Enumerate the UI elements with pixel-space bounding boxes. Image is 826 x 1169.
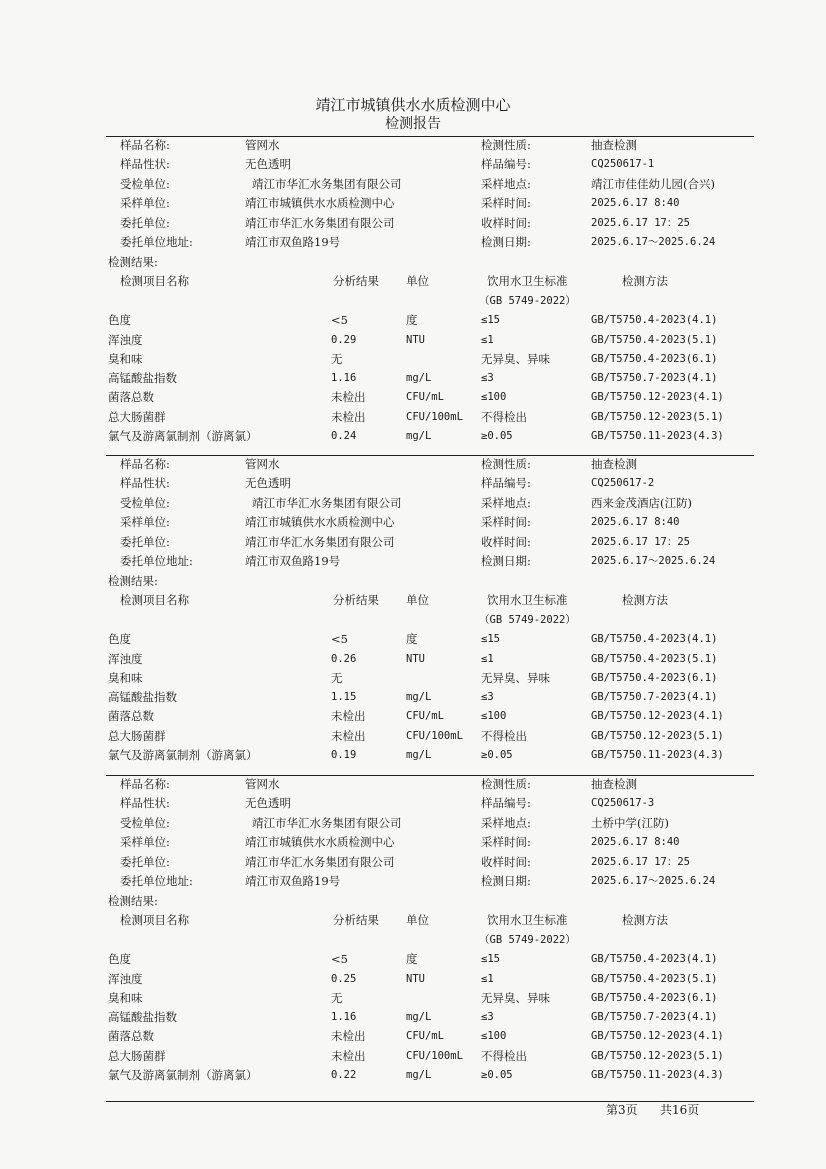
table-row-standard: ≥0.05	[481, 1069, 513, 1081]
table-row-method: GB/T5750.4-2023(6.1)	[591, 672, 718, 684]
table-row-unit: mg/L	[406, 372, 432, 384]
info-label: 受检单位:	[120, 496, 170, 510]
col-header-unit: 单位	[406, 593, 429, 607]
table-row-unit: 度	[406, 632, 418, 646]
info-value-sample-state: 无色透明	[245, 796, 291, 810]
table-row-method: GB/T5750.4-2023(5.1)	[591, 334, 718, 346]
table-row-standard: 不得检出	[481, 410, 527, 424]
table-row-result: 未检出	[331, 709, 366, 723]
info-value-test-nature: 抽查检测	[591, 138, 637, 152]
info-value-test-date: 2025.6.17～2025.6.24	[591, 236, 716, 248]
info-value-receive-time: 2025.6.17 17：25	[591, 536, 691, 548]
table-row-result: 0.24	[331, 430, 357, 442]
col-header-standard: 饮用水卫生标准	[487, 274, 568, 288]
top-divider	[106, 136, 754, 137]
info-value-client-address: 靖江市双鱼路19号	[245, 874, 341, 888]
footer-divider	[106, 1101, 754, 1102]
info-label: 检测性质:	[481, 138, 531, 152]
table-row-item-name: 氯气及游离氯制剂（游离氯）	[108, 429, 258, 443]
report-title: 检测报告	[385, 116, 441, 132]
table-row-unit: mg/L	[406, 1011, 432, 1023]
table-row-result: 未检出	[331, 390, 366, 404]
page-number: 第3页	[606, 1103, 638, 1117]
info-label: 收样时间:	[481, 216, 531, 230]
table-row-method: GB/T5750.12-2023(4.1)	[591, 1030, 724, 1042]
table-row-method: GB/T5750.12-2023(5.1)	[591, 730, 724, 742]
table-row-standard: ≤3	[481, 691, 494, 703]
col-header-standard-code: （GB 5749-2022）	[479, 934, 576, 946]
info-label: 采样地点:	[481, 177, 531, 191]
col-header-standard: 饮用水卫生标准	[487, 913, 568, 927]
table-row-unit: mg/L	[406, 749, 432, 761]
info-value-sample-name: 管网水	[245, 777, 280, 791]
info-value-sampling-unit: 靖江市城镇供水水质检测中心	[245, 515, 395, 529]
table-row-standard: 无异臭、异味	[481, 352, 550, 366]
table-row-unit: mg/L	[406, 430, 432, 442]
table-row-method: GB/T5750.11-2023(4.3)	[591, 430, 724, 442]
table-row-item-name: 氯气及游离氯制剂（游离氯）	[108, 748, 258, 762]
table-row-standard: ≤1	[481, 973, 494, 985]
col-header-standard-code: （GB 5749-2022）	[479, 614, 576, 626]
table-row-unit: 度	[406, 952, 418, 966]
table-row-result: 0.29	[331, 334, 357, 346]
info-label: 样品性状:	[120, 157, 170, 171]
col-header-item: 检测项目名称	[120, 913, 189, 927]
table-row-standard: ≤3	[481, 372, 494, 384]
info-value-sampling-site: 土桥中学(江防)	[591, 816, 669, 830]
table-row-method: GB/T5750.12-2023(5.1)	[591, 1050, 724, 1062]
table-row-item-name: 高锰酸盐指数	[108, 371, 177, 385]
col-header-method: 检测方法	[622, 274, 668, 288]
table-row-unit: NTU	[406, 653, 425, 665]
info-value-sampling-site: 西来金茂酒店(江防)	[591, 496, 692, 510]
info-value-sample-no: CQ250617-3	[591, 797, 655, 809]
table-row-result: 0.26	[331, 653, 357, 665]
table-row-result: 未检出	[331, 1049, 366, 1063]
section-divider	[106, 455, 754, 456]
table-row-standard: ≤3	[481, 1011, 494, 1023]
table-row-standard: ≤15	[481, 953, 500, 965]
table-row-standard: ≥0.05	[481, 749, 513, 761]
col-header-unit: 单位	[406, 913, 429, 927]
col-header-result: 分析结果	[333, 913, 379, 927]
info-label: 受检单位:	[120, 816, 170, 830]
table-row-result: 0.19	[331, 749, 357, 761]
table-row-item-name: 浑浊度	[108, 333, 143, 347]
table-row-item-name: 菌落总数	[108, 390, 154, 404]
info-label: 收样时间:	[481, 855, 531, 869]
table-row-item-name: 总大肠菌群	[108, 729, 166, 743]
table-row-result: <5	[331, 313, 348, 327]
table-row-method: GB/T5750.11-2023(4.3)	[591, 749, 724, 761]
results-heading: 检测结果:	[108, 255, 158, 269]
info-label: 委托单位:	[120, 855, 170, 869]
table-row-method: GB/T5750.7-2023(4.1)	[591, 372, 718, 384]
table-row-result: 无	[331, 671, 343, 685]
info-value-client-unit: 靖江市华汇水务集团有限公司	[245, 535, 395, 549]
info-value-sample-no: CQ250617-2	[591, 477, 655, 489]
info-label: 检测日期:	[481, 554, 531, 568]
info-label: 样品编号:	[481, 796, 531, 810]
info-value-receive-time: 2025.6.17 17：25	[591, 856, 691, 868]
info-value-sampling-time: 2025.6.17 8:40	[591, 836, 680, 848]
table-row-unit: CFU/mL	[406, 710, 444, 722]
info-label: 检测日期:	[481, 235, 531, 249]
table-row-standard: ≤100	[481, 710, 507, 722]
table-row-method: GB/T5750.7-2023(4.1)	[591, 691, 718, 703]
info-label: 采样时间:	[481, 196, 531, 210]
table-row-item-name: 菌落总数	[108, 709, 154, 723]
info-label: 样品编号:	[481, 157, 531, 171]
info-label: 采样地点:	[481, 496, 531, 510]
info-value-test-unit: 靖江市华汇水务集团有限公司	[252, 816, 402, 830]
table-row-standard: ≤15	[481, 314, 500, 326]
table-row-unit: CFU/100mL	[406, 730, 463, 742]
table-row-method: GB/T5750.12-2023(5.1)	[591, 411, 724, 423]
table-row-method: GB/T5750.4-2023(5.1)	[591, 653, 718, 665]
info-value-client-address: 靖江市双鱼路19号	[245, 554, 341, 568]
info-value-sampling-unit: 靖江市城镇供水水质检测中心	[245, 835, 395, 849]
info-label: 采样时间:	[481, 835, 531, 849]
table-row-method: GB/T5750.4-2023(4.1)	[591, 953, 718, 965]
table-row-unit: NTU	[406, 973, 425, 985]
table-row-unit: NTU	[406, 334, 425, 346]
table-row-standard: 无异臭、异味	[481, 671, 550, 685]
info-label: 检测性质:	[481, 457, 531, 471]
table-row-standard: ≤100	[481, 1030, 507, 1042]
info-label: 检测日期:	[481, 874, 531, 888]
table-row-method: GB/T5750.4-2023(6.1)	[591, 353, 718, 365]
table-row-method: GB/T5750.4-2023(5.1)	[591, 973, 718, 985]
info-value-test-date: 2025.6.17～2025.6.24	[591, 555, 716, 567]
info-label: 采样时间:	[481, 515, 531, 529]
section-divider	[106, 775, 754, 776]
table-row-standard: 不得检出	[481, 729, 527, 743]
col-header-unit: 单位	[406, 274, 429, 288]
info-label: 采样单位:	[120, 835, 170, 849]
info-label: 委托单位地址:	[120, 235, 193, 249]
table-row-unit: mg/L	[406, 691, 432, 703]
table-row-result: 1.16	[331, 372, 357, 384]
info-label: 样品名称:	[120, 457, 170, 471]
col-header-standard: 饮用水卫生标准	[487, 593, 568, 607]
info-value-test-nature: 抽查检测	[591, 457, 637, 471]
table-row-item-name: 高锰酸盐指数	[108, 1010, 177, 1024]
table-row-item-name: 色度	[108, 952, 131, 966]
table-row-method: GB/T5750.12-2023(4.1)	[591, 710, 724, 722]
table-row-item-name: 高锰酸盐指数	[108, 690, 177, 704]
table-row-result: 0.22	[331, 1069, 357, 1081]
table-row-result: 无	[331, 352, 343, 366]
table-row-unit: CFU/100mL	[406, 1050, 463, 1062]
table-row-unit: mg/L	[406, 1069, 432, 1081]
table-row-method: GB/T5750.4-2023(4.1)	[591, 314, 718, 326]
info-value-sampling-time: 2025.6.17 8:40	[591, 197, 680, 209]
info-value-sample-name: 管网水	[245, 457, 280, 471]
info-label: 样品性状:	[120, 796, 170, 810]
info-value-test-date: 2025.6.17～2025.6.24	[591, 875, 716, 887]
info-label: 样品编号:	[481, 476, 531, 490]
info-value-sample-no: CQ250617-1	[591, 158, 655, 170]
results-heading: 检测结果:	[108, 574, 158, 588]
table-row-result: 1.15	[331, 691, 357, 703]
info-label: 样品名称:	[120, 138, 170, 152]
info-value-sample-state: 无色透明	[245, 476, 291, 490]
info-label: 样品性状:	[120, 476, 170, 490]
col-header-item: 检测项目名称	[120, 274, 189, 288]
info-value-sample-state: 无色透明	[245, 157, 291, 171]
table-row-item-name: 臭和味	[108, 991, 143, 1005]
info-label: 采样单位:	[120, 515, 170, 529]
table-row-unit: 度	[406, 313, 418, 327]
table-row-item-name: 总大肠菌群	[108, 1049, 166, 1063]
table-row-standard: 不得检出	[481, 1049, 527, 1063]
table-row-standard: ≥0.05	[481, 430, 513, 442]
table-row-method: GB/T5750.4-2023(6.1)	[591, 992, 718, 1004]
col-header-item: 检测项目名称	[120, 593, 189, 607]
info-label: 委托单位:	[120, 216, 170, 230]
info-label: 委托单位地址:	[120, 554, 193, 568]
page-total: 共16页	[660, 1103, 700, 1117]
table-row-result: <5	[331, 632, 348, 646]
info-value-receive-time: 2025.6.17 17：25	[591, 217, 691, 229]
report-org-title: 靖江市城镇供水水质检测中心	[315, 96, 511, 114]
col-header-result: 分析结果	[333, 274, 379, 288]
col-header-method: 检测方法	[622, 913, 668, 927]
info-value-client-address: 靖江市双鱼路19号	[245, 235, 341, 249]
table-row-standard: ≤100	[481, 391, 507, 403]
info-label: 样品名称:	[120, 777, 170, 791]
info-label: 委托单位地址:	[120, 874, 193, 888]
table-row-unit: CFU/mL	[406, 391, 444, 403]
table-row-standard: ≤15	[481, 633, 500, 645]
col-header-result: 分析结果	[333, 593, 379, 607]
table-row-standard: ≤1	[481, 334, 494, 346]
info-label: 采样单位:	[120, 196, 170, 210]
info-label: 受检单位:	[120, 177, 170, 191]
table-row-method: GB/T5750.11-2023(4.3)	[591, 1069, 724, 1081]
table-row-method: GB/T5750.4-2023(4.1)	[591, 633, 718, 645]
info-value-client-unit: 靖江市华汇水务集团有限公司	[245, 855, 395, 869]
table-row-item-name: 菌落总数	[108, 1029, 154, 1043]
info-value-test-unit: 靖江市华汇水务集团有限公司	[252, 177, 402, 191]
info-label: 收样时间:	[481, 535, 531, 549]
table-row-standard: ≤1	[481, 653, 494, 665]
table-row-item-name: 浑浊度	[108, 652, 143, 666]
table-row-item-name: 浑浊度	[108, 972, 143, 986]
table-row-result: <5	[331, 952, 348, 966]
info-label: 采样地点:	[481, 816, 531, 830]
col-header-method: 检测方法	[622, 593, 668, 607]
info-value-test-nature: 抽查检测	[591, 777, 637, 791]
table-row-item-name: 臭和味	[108, 671, 143, 685]
table-row-item-name: 色度	[108, 313, 131, 327]
col-header-standard-code: （GB 5749-2022）	[479, 295, 576, 307]
table-row-item-name: 色度	[108, 632, 131, 646]
table-row-method: GB/T5750.7-2023(4.1)	[591, 1011, 718, 1023]
table-row-result: 0.25	[331, 973, 357, 985]
info-value-sampling-time: 2025.6.17 8:40	[591, 516, 680, 528]
table-row-result: 未检出	[331, 729, 366, 743]
table-row-method: GB/T5750.12-2023(4.1)	[591, 391, 724, 403]
table-row-standard: 无异臭、异味	[481, 991, 550, 1005]
info-value-client-unit: 靖江市华汇水务集团有限公司	[245, 216, 395, 230]
table-row-result: 未检出	[331, 1029, 366, 1043]
info-value-sampling-unit: 靖江市城镇供水水质检测中心	[245, 196, 395, 210]
info-label: 检测性质:	[481, 777, 531, 791]
table-row-result: 无	[331, 991, 343, 1005]
table-row-result: 未检出	[331, 410, 366, 424]
info-label: 委托单位:	[120, 535, 170, 549]
table-row-item-name: 氯气及游离氯制剂（游离氯）	[108, 1068, 258, 1082]
table-row-item-name: 臭和味	[108, 352, 143, 366]
table-row-unit: CFU/100mL	[406, 411, 463, 423]
info-value-sample-name: 管网水	[245, 138, 280, 152]
table-row-item-name: 总大肠菌群	[108, 410, 166, 424]
table-row-result: 1.16	[331, 1011, 357, 1023]
info-value-sampling-site: 靖江市佳佳幼儿园(合兴)	[591, 177, 715, 191]
info-value-test-unit: 靖江市华汇水务集团有限公司	[252, 496, 402, 510]
results-heading: 检测结果:	[108, 894, 158, 908]
table-row-unit: CFU/mL	[406, 1030, 444, 1042]
